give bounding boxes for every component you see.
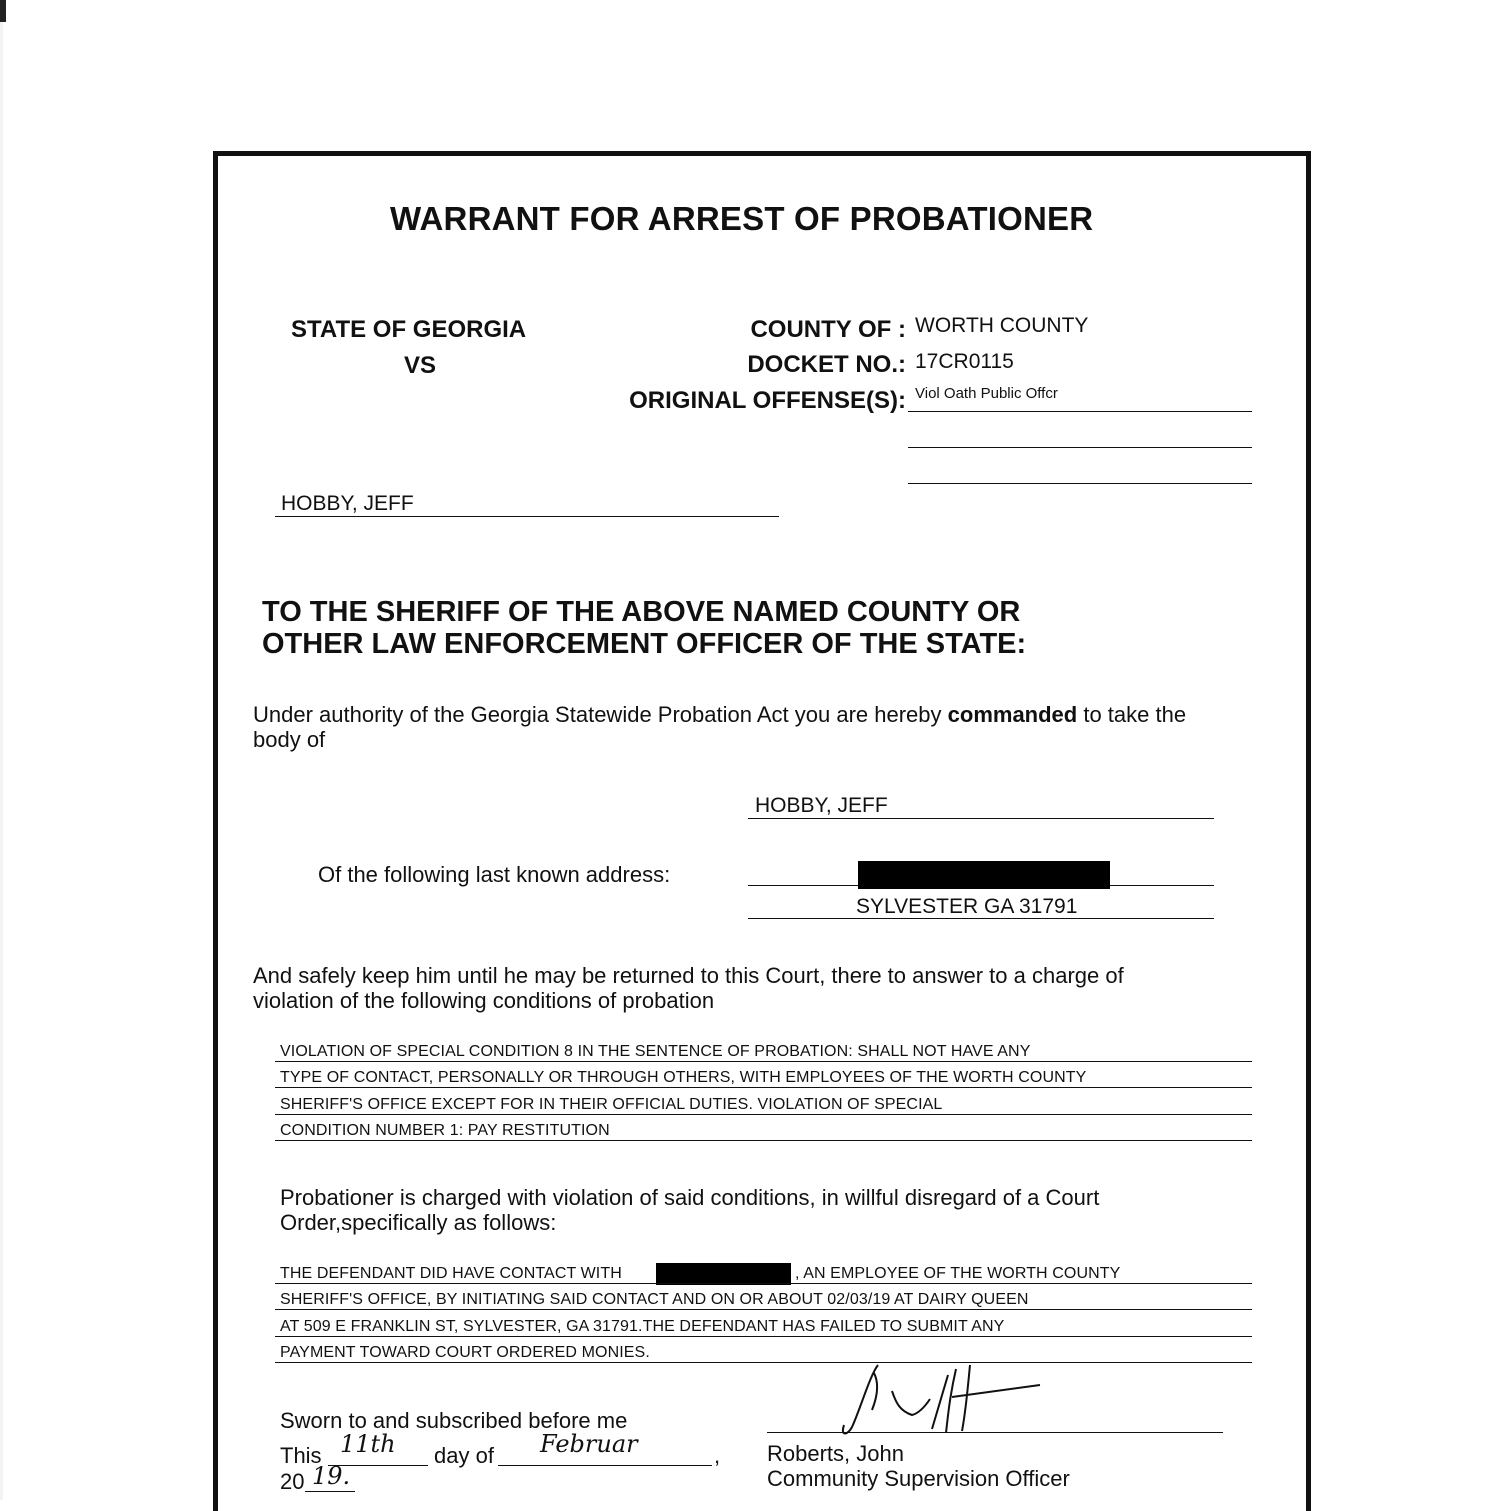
facts-line-1-pre: THE DEFENDANT DID HAVE CONTACT WITH [280,1265,622,1282]
year-handwritten: 19. [312,1462,351,1490]
county-value: WORTH COUNTY [915,314,1089,337]
address-label: Of the following last known address: [318,862,671,887]
facts-rule [275,1309,1252,1310]
address-city: SYLVESTER GA 31791 [856,895,1078,918]
condition-rule [275,1061,1252,1062]
docket-value: 17CR0115 [915,350,1014,373]
scan-edge [0,0,3,1500]
sheriff-heading-line1: TO THE SHERIFF OF THE ABOVE NAMED COUNTY OR [262,596,1021,628]
charged-paragraph [280,1185,1099,1235]
year-prefix: 20 [280,1469,305,1494]
facts-rule [275,1336,1252,1337]
this-label: This [280,1443,322,1468]
facts-rule [275,1283,1252,1284]
authority-text-post: to take the [1077,702,1187,727]
sworn-text: Sworn to and subscribed before me [280,1408,628,1433]
charged-line1: Probationer is charged with violation of said conditions, in willful disregard of a Court [280,1185,1100,1210]
defendant-name-line [275,516,779,517]
sheriff-heading-line2: OTHER LAW ENFORCEMENT OFFICER OF THE STATE: [262,628,1027,660]
name-redaction [656,1263,791,1285]
body-name-line [748,818,1214,819]
condition-line: VIOLATION OF SPECIAL CONDITION 8 IN THE SENTENCE OF PROBATION: SHALL NOT HAVE ANY [280,1043,1031,1060]
day-handwritten: 11th [340,1430,396,1458]
authority-text-pre: Under authority of the Georgia Statewide Probation Act you are hereby [253,702,948,727]
defendant-name: HOBBY, JEFF [281,492,414,515]
condition-line: CONDITION NUMBER 1: PAY RESTITUTION [280,1122,610,1139]
offense-value: Viol Oath Public Offcr [915,385,1058,402]
authority-line2: body of [253,727,326,752]
address-redaction [858,861,1110,889]
comma: , [714,1443,721,1468]
sheriff-heading [262,596,1026,660]
authority-line1 [253,702,1186,727]
document-title: WARRANT FOR ARREST OF PROBATIONER [390,200,1094,237]
county-label: COUNTY OF : [750,316,906,343]
keep-paragraph [253,963,1124,1013]
keep-line1: And safely keep him until he may be returned to this Court, there to answer to a charge of [253,963,1124,988]
offense-line-2 [908,447,1252,448]
offense-label: ORIGINAL OFFENSE(S): [629,387,906,414]
facts-line: AT 509 E FRANKLIN ST, SYLVESTER, GA 31791.THE DEFENDANT HAS FAILED TO SUBMIT ANY [280,1318,1005,1335]
facts-line: SHERIFF'S OFFICE, BY INITIATING SAID CONTACT AND ON OR ABOUT 02/03/19 AT DAIRY QUEEN [280,1291,1029,1308]
officer-title: Community Supervision Officer [767,1466,1070,1491]
condition-rule [275,1114,1252,1115]
charged-line2: Order,specifically as follows: [280,1210,557,1235]
docket-label: DOCKET NO.: [747,351,906,378]
address-line-2 [748,918,1214,919]
month-line [498,1465,712,1466]
facts-rule [275,1362,1252,1363]
condition-line: SHERIFF'S OFFICE EXCEPT FOR IN THEIR OFFICIAL DUTIES. VIOLATION OF SPECIAL [280,1096,943,1113]
day-of-label: day of [434,1443,494,1468]
condition-rule [275,1140,1252,1141]
condition-rule [275,1087,1252,1088]
keep-line2: violation of the following conditions of probation [253,988,715,1013]
year-line [305,1491,355,1492]
authority-text-bold: commanded [947,702,1078,727]
offense-line-1 [908,411,1252,412]
authority-paragraph [253,702,1186,752]
officer-name: Roberts, John [767,1441,904,1466]
facts-line-1-post: , AN EMPLOYEE OF THE WORTH COUNTY [795,1265,1121,1282]
signature-line [767,1432,1223,1433]
vs-label: VS [404,352,437,379]
scan-mark [0,0,6,22]
offense-line-3 [908,483,1252,484]
month-handwritten: Februar [540,1430,638,1458]
state-label: STATE OF GEORGIA [291,316,527,343]
facts-line: PAYMENT TOWARD COURT ORDERED MONIES. [280,1344,650,1361]
condition-line: TYPE OF CONTACT, PERSONALLY OR THROUGH OTHERS, WITH EMPLOYEES OF THE WORTH COUNTY [280,1069,1087,1086]
body-name: HOBBY, JEFF [755,794,888,817]
